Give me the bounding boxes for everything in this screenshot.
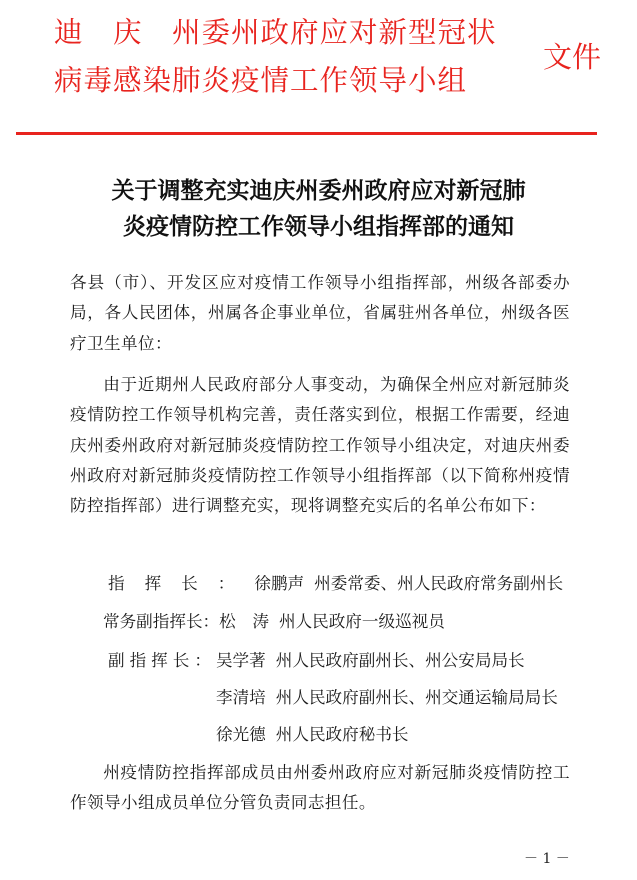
body-paragraph-2: 州疫情防控指挥部成员由州委州政府应对新冠肺炎疫情防控工作领导小组成员单位分管负责同志担任。 bbox=[70, 763, 570, 813]
document-label: 文件 bbox=[543, 40, 602, 74]
document-red-header bbox=[0, 0, 637, 140]
issuer-name-line-2: 病毒感染肺炎疫情工作领导小组 bbox=[54, 64, 468, 97]
roster-position: 州人民政府一级巡视员 bbox=[278, 612, 445, 631]
roster-name: 徐光德 bbox=[216, 725, 266, 744]
roster-name: 李清培 bbox=[216, 688, 266, 707]
roster-position: 州人民政府副州长、州交通运输局局长 bbox=[275, 688, 558, 707]
roster-row-executive-deputy bbox=[103, 607, 445, 637]
body-paragraph-1: 由于近期州人民政府部分人事变动，为确保全州应对新冠肺炎疫情防控工作领导机构完善，责任落实到位，根据工作需要，经迪庆州委州政府对新冠肺炎疫情防控工作领导小组决定，对迪庆州委州政府对新冠肺炎疫情防控工作领导小组指挥部（以下简称州疫情防控指挥部）进行调整充实，现将调整充实后的名单公布如下： bbox=[70, 375, 570, 516]
notice-title-line-1: 关于调整充实迪庆州委州政府应对新冠肺 bbox=[111, 177, 526, 204]
roster-role: 副指挥长： bbox=[108, 651, 216, 670]
page-number: － 1 － bbox=[524, 851, 570, 867]
roster-row-deputy-3 bbox=[216, 720, 409, 750]
red-divider-line bbox=[16, 132, 597, 135]
roster-role: 常务副指挥长： bbox=[103, 612, 220, 631]
roster-name: 徐鹏声 bbox=[254, 574, 305, 593]
roster-position: 州委常委、州人民政府常务副州长 bbox=[314, 574, 564, 593]
roster-name: 松 涛 bbox=[219, 612, 269, 631]
roster-role: 指挥长： bbox=[108, 574, 255, 593]
roster-position: 州人民政府副州长、州公安局局长 bbox=[275, 651, 525, 670]
addressee-paragraph: 各县（市）、开发区应对疫情工作领导小组指挥部，州级各部委办局，各人民团体，州属各企事业单位，省属驻州各单位，州级各医疗卫生单位： bbox=[70, 273, 570, 353]
roster-row-deputy-1 bbox=[108, 646, 525, 676]
roster-row-deputy-2 bbox=[216, 683, 558, 713]
notice-title-line-2: 炎疫情防控工作领导小组指挥部的通知 bbox=[123, 213, 514, 240]
issuer-name-line-1: 迪 庆 州委州政府应对新型冠状 bbox=[54, 16, 497, 49]
roster-position: 州人民政府秘书长 bbox=[275, 725, 409, 744]
roster-name: 吴学著 bbox=[215, 651, 266, 670]
roster-row-commander bbox=[108, 569, 563, 599]
